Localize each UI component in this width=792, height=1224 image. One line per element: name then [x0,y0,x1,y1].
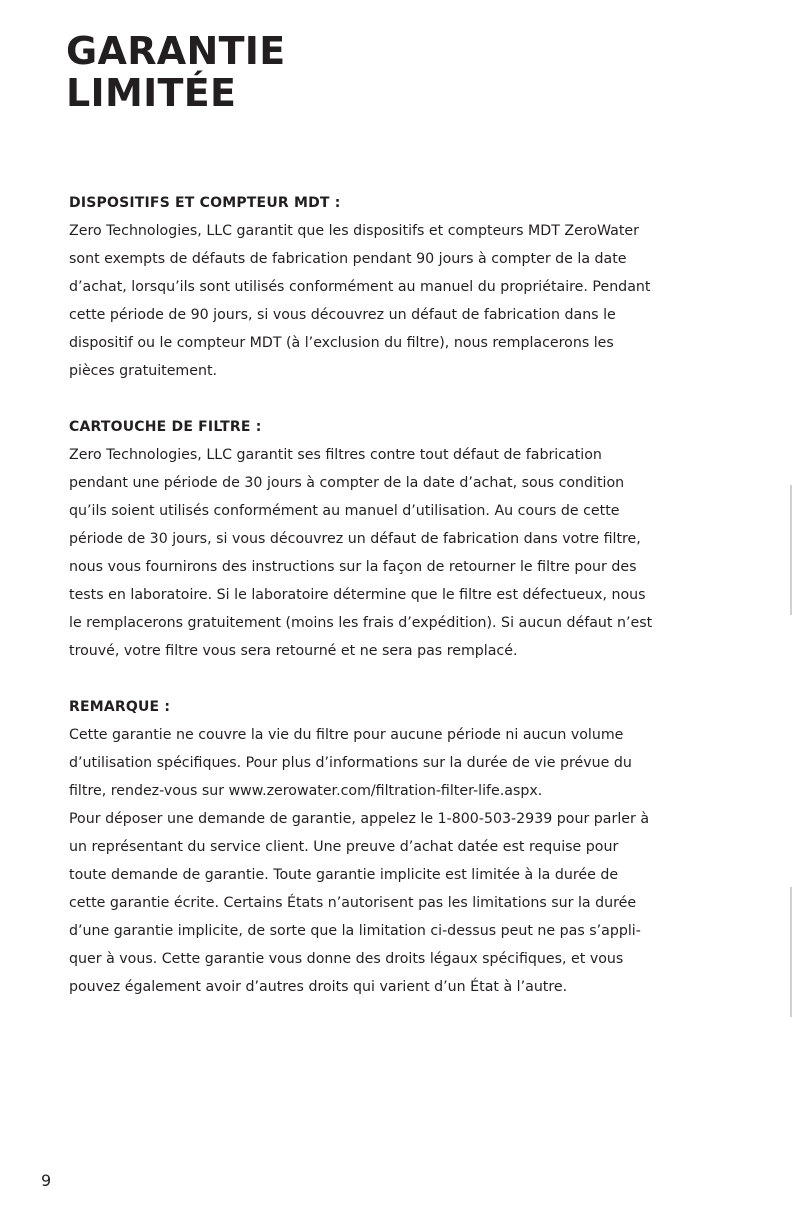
text-line: d’utilisation spécifiques. Pour plus d’informations sur la durée de vie prévue du [69,755,632,771]
text-line: dispositif ou le compteur MDT (à l’exclusion du filtre), nous remplacerons les [69,335,614,351]
text-line: pouvez également avoir d’autres droits qui varient d’un État à l’autre. [69,979,568,995]
text-line: un représentant du service client. Une preuve d’achat datée est requise pour [69,839,619,855]
section-heading: DISPOSITIFS ET COMPTEUR MDT : [69,195,341,211]
text-line: Cette garantie ne couvre la vie du filtre pour aucune période ni aucun volume [69,727,624,743]
text-line: Zero Technologies, LLC garantit que les dispositifs et compteurs MDT ZeroWater [69,223,639,239]
text-line: sont exempts de défauts de fabrication pendant 90 jours à compter de la date [69,251,627,267]
text-line: pièces gratuitement. [69,363,218,379]
section-note [69,693,729,1001]
text-line: d’achat, lorsqu’ils sont utilisés conformément au manuel du propriétaire. Pendant [69,279,651,295]
section-paragraph [69,217,729,385]
section-heading: CARTOUCHE DE FILTRE : [69,419,262,435]
text-line: filtre, rendez-vous sur www.zerowater.com/filtration-filter-life.aspx. [69,783,543,799]
text-line: trouvé, votre filtre vous sera retourné et ne sera pas remplacé. [69,643,518,659]
section-devices-meter [69,189,729,385]
text-line: période de 30 jours, si vous découvrez un défaut de fabrication dans votre filtre, [69,531,641,547]
page-title-line-2: LIMITÉE [66,71,237,115]
text-line: toute demande de garantie. Toute garantie implicite est limitée à la durée de [69,867,619,883]
text-line: pendant une période de 30 jours à compter de la date d’achat, sous condition [69,475,625,491]
text-line: d’une garantie implicite, de sorte que la limitation ci-dessus peut ne pas s’appli- [69,923,641,939]
section-paragraph [69,441,729,665]
text-line: Pour déposer une demande de garantie, appelez le 1-800-503-2939 pour parler à [69,811,650,827]
page-number: 9 [41,1171,52,1190]
text-line: le remplacerons gratuitement (moins les frais d’expédition). Si aucun défaut n’est [69,615,653,631]
text-line: nous vous fournirons des instructions sur la façon de retourner le filtre pour des [69,559,637,575]
text-line: cette période de 90 jours, si vous découvrez un défaut de fabrication dans le [69,307,616,323]
section-heading: REMARQUE : [69,699,171,715]
text-line: Zero Technologies, LLC garantit ses filtres contre tout défaut de fabrication [69,447,602,463]
text-line: tests en laboratoire. Si le laboratoire détermine que le filtre est défectueux, nous [69,587,646,603]
text-line: cette garantie écrite. Certains États n’autorisent pas les limitations sur la durée [69,895,637,911]
page-title [66,30,286,114]
section-paragraph [69,721,729,1001]
warranty-content [69,189,729,1029]
section-filter-cartridge [69,413,729,665]
text-line: quer à vous. Cette garantie vous donne des droits légaux spécifiques, et vous [69,951,624,967]
page-title-line-1: GARANTIE [66,29,286,73]
text-line: qu’ils soient utilisés conformément au manuel d’utilisation. Au cours de cette [69,503,620,519]
